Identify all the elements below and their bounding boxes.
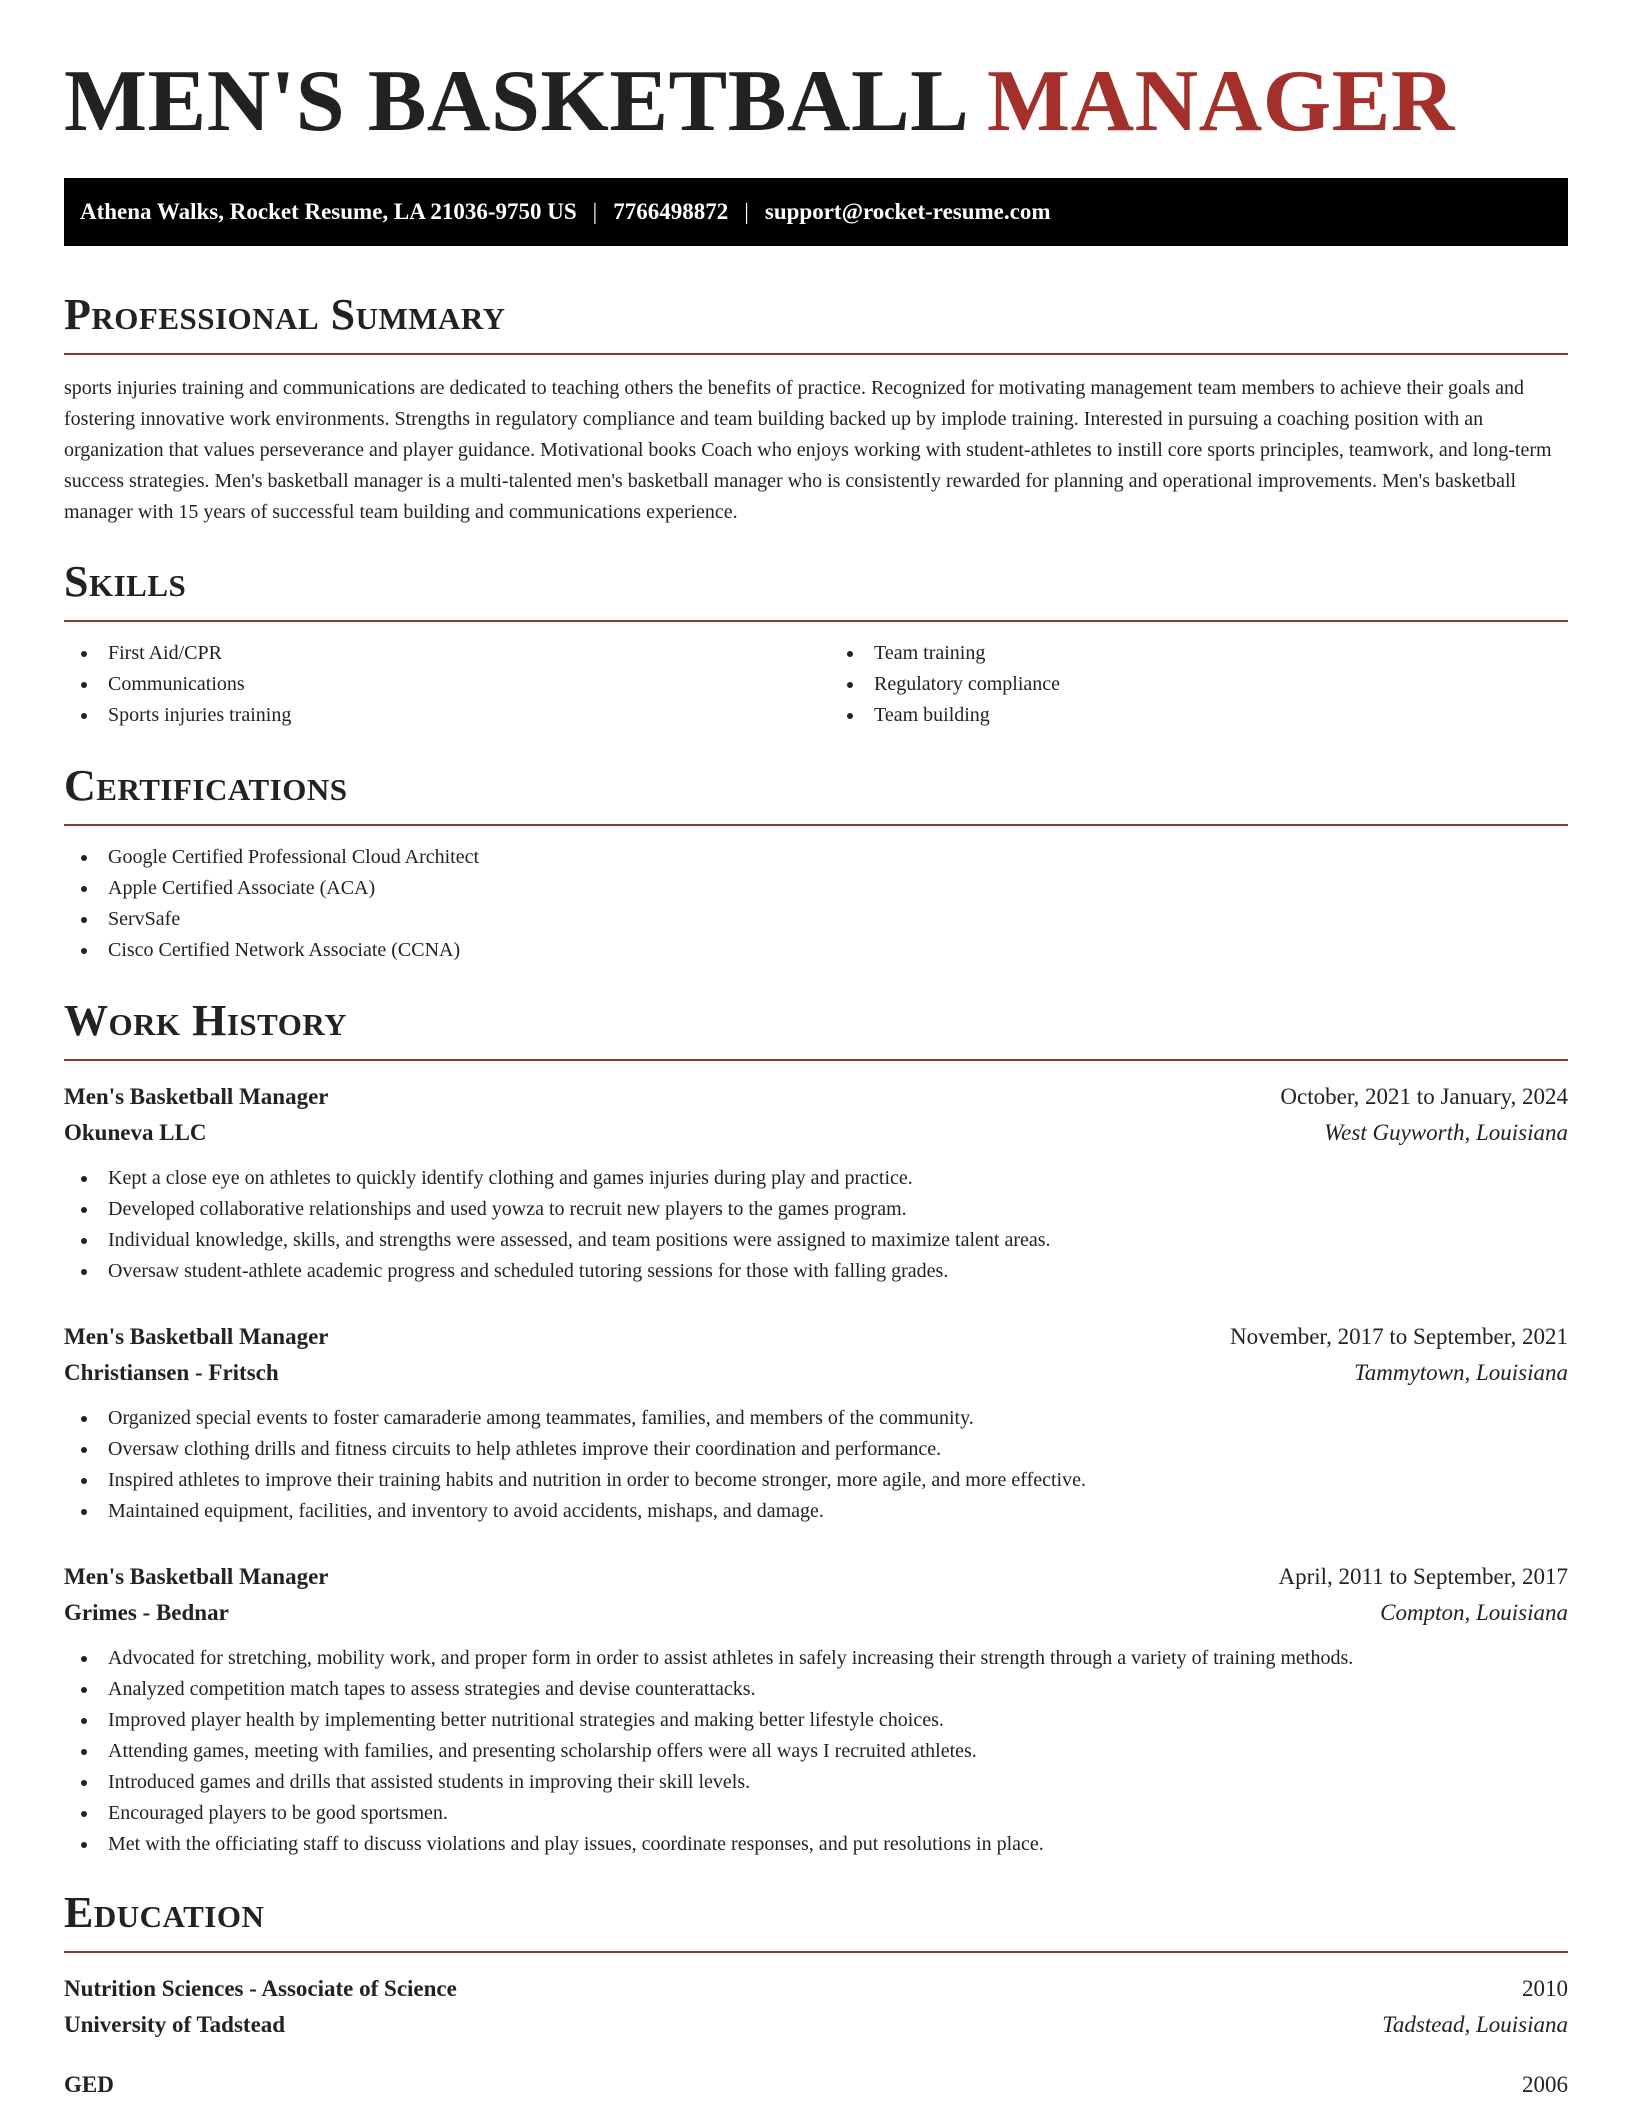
skills-grid: [64, 638, 1568, 731]
title-main: MEN'S BASKETBALL: [64, 53, 965, 150]
title-accent: MANAGER: [987, 53, 1455, 150]
job-bullets: [64, 1403, 1568, 1527]
contact-address: Athena Walks, Rocket Resume, LA 21036-9750 US: [80, 199, 577, 224]
job-title: Men's Basketball Manager: [64, 1084, 329, 1109]
job-bullets: [64, 1163, 1568, 1287]
contact-separator: |: [744, 199, 749, 224]
education-location: Tadstead, Louisiana: [1382, 2012, 1568, 2037]
job-bullet: Oversaw student-athlete academic progress and scheduled tutoring sessions for those with falling grades.: [64, 1256, 1568, 1287]
resume-title: [64, 0, 1568, 150]
job-bullet: Kept a close eye on athletes to quickly identify clothing and games injuries during play and practice.: [64, 1163, 1568, 1194]
job-bullet: Advocated for stretching, mobility work, and proper form in order to assist athletes in safely increasing their strength through a variety of training methods.: [64, 1643, 1568, 1674]
job-entry: [64, 1079, 1568, 1287]
summary-section: [64, 290, 1568, 528]
education-entry: [64, 2067, 1568, 2103]
skill-item: First Aid/CPR: [64, 638, 816, 669]
job-bullet: Maintained equipment, facilities, and inventory to avoid accidents, mishaps, and damage.: [64, 1496, 1568, 1527]
skills-list-right: [816, 638, 1568, 731]
summary-text: sports injuries training and communications are dedicated to teaching others the benefits of practice. Recognized for motivating management team members to achieve their goals and fostering innovative work environments. Strengths in regulatory compliance and team building backed up by implode training. Interested in pursuing a coaching position with an organization that values perseverance and player guidance. Motivational books Coach who enjoys working with student-athletes to instill core sports principles, teamwork, and long-term success strategies. Men's basketball manager is a multi-talented men's basketball manager who is consistently rewarded for planning and operational improvements. Men's basketball manager with 15 years of successful team building and communications experience.: [64, 377, 1552, 523]
certification-item: Cisco Certified Network Associate (CCNA): [64, 935, 1568, 966]
job-title: Men's Basketball Manager: [64, 1564, 329, 1589]
contact-bar: [64, 178, 1568, 246]
contact-email[interactable]: support@rocket-resume.com: [764, 199, 1051, 224]
skills-heading: Skills: [64, 560, 1568, 622]
job-dates: April, 2011 to September, 2017: [1278, 1564, 1568, 1589]
job-entry: [64, 1319, 1568, 1527]
education-section: [64, 1888, 1568, 2103]
contact-separator: |: [592, 199, 598, 224]
job-dates: October, 2021 to January, 2024: [1280, 1084, 1568, 1109]
education-entry: [64, 1971, 1568, 2043]
education-school: University of Tadstead: [64, 2012, 286, 2037]
certification-item: ServSafe: [64, 904, 1568, 935]
job-bullets: [64, 1643, 1568, 1860]
job-bullet: Met with the officiating staff to discuss violations and play issues, coordinate responses, and put resolutions in place.: [64, 1829, 1568, 1860]
education-heading: Education: [64, 1891, 1568, 1953]
job-location: Compton, Louisiana: [1380, 1600, 1568, 1625]
job-bullet: Inspired athletes to improve their training habits and nutrition in order to become stronger, more agile, and more effective.: [64, 1465, 1568, 1496]
education-degree: Nutrition Sciences - Associate of Science: [64, 1976, 457, 2001]
education-degree: GED: [64, 2072, 114, 2097]
certification-item: Google Certified Professional Cloud Architect: [64, 842, 1568, 873]
work-history-heading: Work History: [64, 999, 1568, 1061]
skills-section: [64, 557, 1568, 731]
skill-item: Team building: [830, 700, 1568, 731]
job-bullet: Encouraged players to be good sportsmen.: [64, 1798, 1568, 1829]
summary-heading: Professional Summary: [64, 293, 1568, 355]
skill-item: Regulatory compliance: [830, 669, 1568, 700]
skill-item: Team training: [830, 638, 1568, 669]
certification-item: Apple Certified Associate (ACA): [64, 873, 1568, 904]
job-bullet: Analyzed competition match tapes to assess strategies and devise counterattacks.: [64, 1674, 1568, 1705]
job-company: Grimes - Bednar: [64, 1600, 229, 1625]
job-location: Tammytown, Louisiana: [1354, 1360, 1568, 1385]
contact-phone[interactable]: 7766498872: [613, 199, 729, 224]
certifications-section: [64, 761, 1568, 966]
job-bullet: Attending games, meeting with families, and presenting scholarship offers were all ways I recruited athletes.: [64, 1736, 1568, 1767]
certifications-heading: Certifications: [64, 764, 1568, 826]
job-company: Okuneva LLC: [64, 1120, 207, 1145]
skill-item: Sports injuries training: [64, 700, 816, 731]
skills-list-left: [64, 638, 816, 731]
job-title: Men's Basketball Manager: [64, 1324, 329, 1349]
job-bullet: Developed collaborative relationships and used yowza to recruit new players to the games program.: [64, 1194, 1568, 1225]
job-location: West Guyworth, Louisiana: [1324, 1120, 1568, 1145]
job-bullet: Organized special events to foster camaraderie among teammates, families, and members of the community.: [64, 1403, 1568, 1434]
job-dates: November, 2017 to September, 2021: [1230, 1324, 1568, 1349]
job-company: Christiansen - Fritsch: [64, 1360, 279, 1385]
certifications-list: [64, 842, 1568, 966]
job-bullet: Improved player health by implementing better nutritional strategies and making better lifestyle choices.: [64, 1705, 1568, 1736]
job-entry: [64, 1559, 1568, 1860]
job-bullet: Introduced games and drills that assisted students in improving their skill levels.: [64, 1767, 1568, 1798]
work-history-section: [64, 996, 1568, 1860]
education-year: 2006: [1522, 2072, 1568, 2097]
education-year: 2010: [1522, 1976, 1568, 2001]
job-bullet: Oversaw clothing drills and fitness circuits to help athletes improve their coordination and performance.: [64, 1434, 1568, 1465]
job-bullet: Individual knowledge, skills, and strengths were assessed, and team positions were assigned to maximize talent areas.: [64, 1225, 1568, 1256]
skill-item: Communications: [64, 669, 816, 700]
